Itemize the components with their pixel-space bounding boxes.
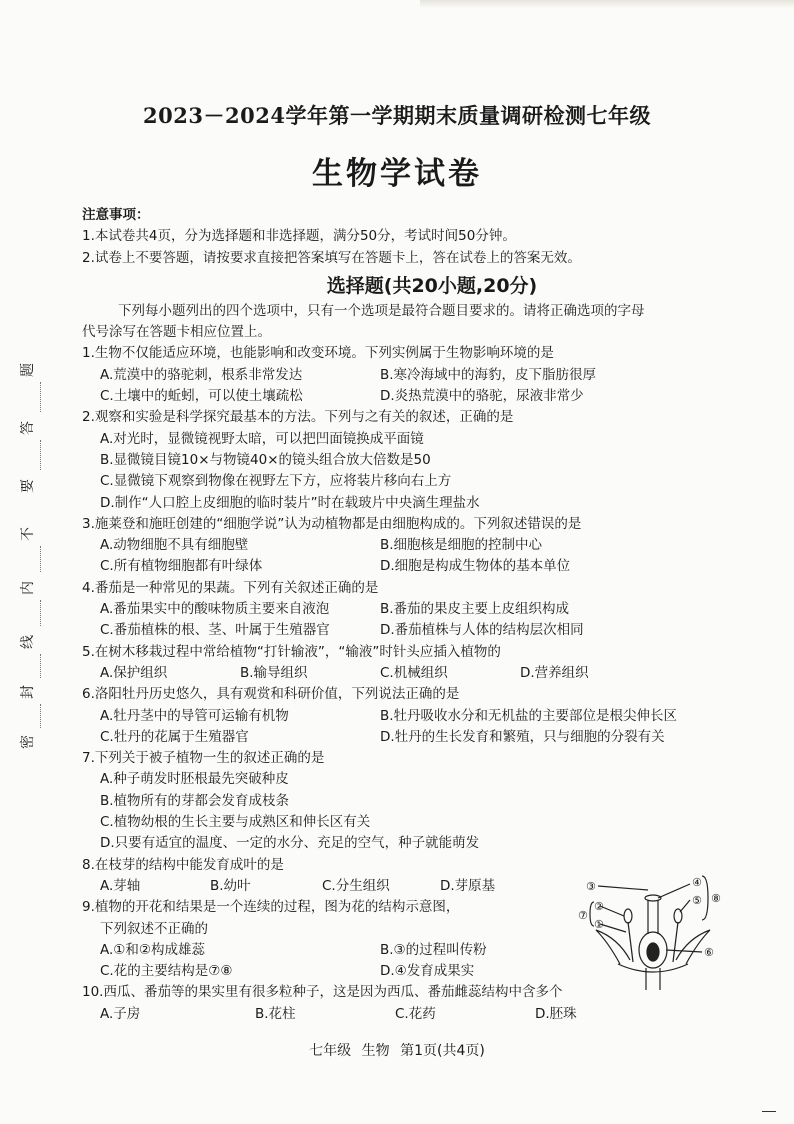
diagram-label: ⑤ (692, 894, 702, 907)
option-row (82, 535, 742, 556)
option-d: D.番茄植株与人体的结构层次相同 (380, 622, 584, 639)
question-stem: 8.在枝芽的结构中能发育成叶的是 (82, 856, 284, 873)
section-title: 选择题(共20小题,20分) (326, 274, 538, 297)
option-a: A.保护组织 (100, 664, 168, 681)
section-instruction: 下列每小题列出的四个选项中，只有一个选项是最符合题目要求的。请将正确选项的字母 (118, 302, 645, 319)
exam-title: 2023－2024学年第一学期期末质量调研检测七年级 (143, 103, 651, 128)
option-a: A.对光时，显微镜视野太暗，可以把凹面镜换成平面镜 (100, 430, 424, 447)
option-a: A.牡丹茎中的导管可运输有机物 (100, 707, 289, 724)
option-b: B.植物所有的芽都会发育成枝条 (100, 792, 290, 809)
question-stem-continued: 下列叙述不正确的 (100, 920, 208, 937)
option-d: D.制作“人口腔上皮细胞的临时装片”时在载玻片中央滴生理盐水 (100, 494, 480, 511)
diagram-label: ③ (586, 880, 596, 893)
option-row (82, 365, 742, 386)
question-stem: 2.观察和实验是科学探究最基本的方法。下列与之有关的叙述，正确的是 (82, 409, 514, 426)
option-row (82, 727, 742, 748)
margin-char: 不 (20, 527, 36, 541)
question-stem: 5.在树木移栽过程中常给植物“打针输液”，“输液”时针头应插入植物的 (82, 643, 501, 660)
option-d: D.只要有适宜的温度、一定的水分、充足的空气，种子就能萌发 (100, 835, 480, 852)
option-row (82, 599, 742, 620)
question-stem: 3.施莱登和施旺创建的“细胞学说”认为动植物都是由细胞构成的。下列叙述错误的是 (82, 515, 582, 532)
option-a: A.动物细胞不具有细胞壁 (100, 537, 249, 554)
option-row (82, 663, 742, 684)
option-d: D.营养组织 (520, 664, 589, 681)
question-stem: 6.洛阳牡丹历史悠久，具有观赏和科研价值，下列说法正确的是 (82, 686, 460, 703)
question-stem: 10.西瓜、番茄等的果实里有很多粒种子，这是因为西瓜、番茄雌蕊结构中含多个 (82, 984, 563, 1001)
option-a: A.种子萌发时胚根最先突破种皮 (100, 771, 289, 788)
option-d: D.炎热荒漠中的骆驼，尿液非常少 (380, 388, 584, 405)
footer-grade: 七年级 (309, 1043, 352, 1059)
option-d: D.胚珠 (535, 1005, 577, 1022)
page-footer (0, 1040, 794, 1060)
option-row (82, 556, 742, 577)
question-stem: 4.番茄是一种常见的果蔬。下列有关叙述正确的是 (82, 579, 379, 596)
margin-char: 密 (20, 735, 36, 749)
corner-mark (762, 1111, 776, 1112)
option-c: C.土壤中的蚯蚓，可以使土壤疏松 (100, 388, 303, 405)
option-row (82, 620, 742, 641)
margin-dashline (40, 546, 42, 572)
option-b: B.输导组织 (240, 664, 308, 681)
margin-dashline (40, 654, 42, 678)
diagram-label: ⑥ (704, 946, 714, 959)
margin-char: 封 (20, 685, 36, 699)
option-row (82, 386, 742, 407)
option-c: C.植物幼根的生长主要与成熟区和伸长区有关 (100, 814, 371, 831)
note-item: 2.试卷上不要答题，请按要求直接把答案填写在答题卡上，答在试卷上的答案无效。 (82, 249, 581, 266)
flower-structure-diagram (578, 872, 728, 992)
option-c: C.花药 (395, 1005, 436, 1022)
option-a: A.番茄果实中的酸味物质主要来自液泡 (100, 601, 330, 618)
option-a: A.芽轴 (100, 877, 141, 894)
notes-heading: 注意事项： (82, 207, 150, 223)
option-d: D.芽原基 (440, 877, 496, 894)
option-c: C.显微镜下观察到物像在视野左下方，应将装片移向右上方 (100, 473, 452, 490)
note-item: 1.本试卷共4页，分为选择题和非选择题，满分50分，考试时间50分钟。 (82, 228, 516, 245)
exam-subject-title: 生物学试卷 (312, 156, 482, 192)
option-c: C.所有植物细胞都有叶绿体 (100, 558, 263, 575)
diagram-label: ⑦ (578, 909, 588, 922)
option-b: B.细胞核是细胞的控制中心 (380, 537, 543, 554)
option-row (82, 1004, 742, 1025)
option-b: B.花柱 (255, 1005, 296, 1022)
margin-dashline (40, 440, 42, 470)
question-stem: 9.植物的开花和结果是一个连续的过程，图为花的结构示意图， (82, 899, 460, 916)
diagram-label: ② (594, 900, 604, 913)
margin-dashline (40, 382, 42, 412)
option-c: C.花的主要结构是⑦⑧ (100, 963, 233, 980)
option-d: D.细胞是构成生物体的基本单位 (380, 558, 571, 575)
diagram-label: ⑧ (711, 892, 721, 905)
option-a: A.子房 (100, 1005, 141, 1022)
section-instruction: 代号涂写在答题卡相应位置上。 (82, 324, 271, 341)
option-c: C.分生组织 (322, 877, 390, 894)
scan-smudge (420, 0, 794, 8)
option-b: B.显微镜目镜10×与物镜40×的镜头组合放大倍数是50 (100, 451, 431, 468)
option-c: C.番茄植株的根、茎、叶属于生殖器官 (100, 622, 330, 639)
binding-margin (14, 360, 40, 760)
question-stem: 7.下列关于被子植物一生的叙述正确的是 (82, 750, 325, 767)
margin-char: 线 (20, 635, 36, 649)
footer-subject: 生物 (361, 1043, 390, 1059)
option-d: D.④发育成果实 (380, 963, 475, 980)
margin-char: 答 (20, 421, 36, 435)
diagram-label: ① (594, 918, 604, 931)
footer-page: 第1页(共4页) (400, 1043, 485, 1059)
option-b: B.寒冷海域中的海豹，皮下脂肪很厚 (380, 366, 597, 383)
question-stem: 1.生物不仅能适应环境，也能影响和改变环境。下列实例属于生物影响环境的是 (82, 345, 554, 362)
option-d: D.牡丹的生长发育和繁殖，只与细胞的分裂有关 (380, 728, 665, 745)
option-c: C.机械组织 (380, 664, 448, 681)
margin-char: 题 (20, 363, 36, 377)
option-a: A.荒漠中的骆驼刺，根系非常发达 (100, 366, 303, 383)
option-row (82, 706, 742, 727)
margin-char: 要 (20, 479, 36, 493)
option-a: A.①和②构成雄蕊 (100, 941, 205, 958)
option-b: B.③的过程叫传粉 (380, 941, 487, 958)
option-c: C.牡丹的花属于生殖器官 (100, 728, 249, 745)
option-b: B.番茄的果皮主要上皮组织构成 (380, 601, 570, 618)
margin-dashline (40, 600, 42, 626)
margin-char: 内 (20, 581, 36, 595)
margin-dashline (40, 704, 42, 728)
option-b: B.幼叶 (210, 877, 251, 894)
option-b: B.牡丹吸收水分和无机盐的主要部位是根尖伸长区 (380, 707, 678, 724)
diagram-label: ④ (692, 876, 702, 889)
